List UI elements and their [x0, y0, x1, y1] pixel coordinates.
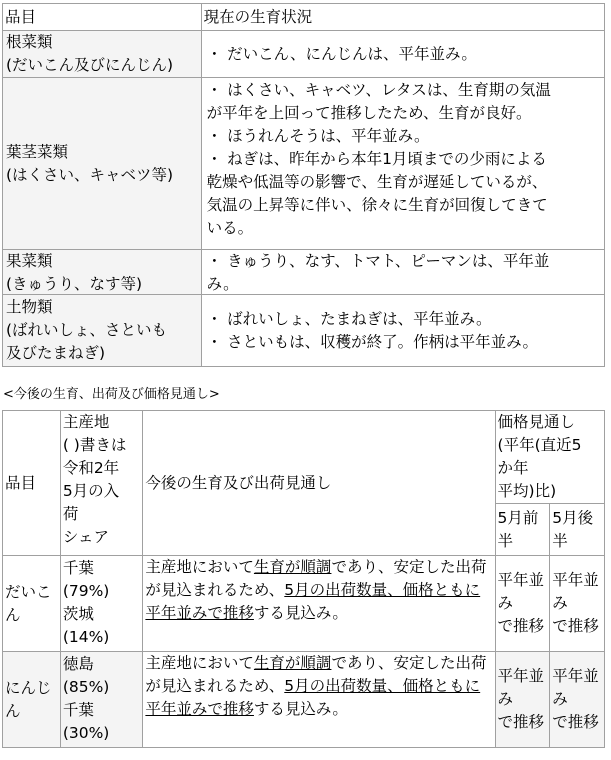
category-detail: (だいこん及びにんじん) — [6, 56, 174, 74]
category-cell — [3, 295, 202, 367]
category-name: 土物類 — [6, 298, 53, 316]
table-row — [3, 295, 605, 367]
status-line: 気温の上昇等に伴い、徐々に生育が回復してきて — [206, 195, 548, 214]
header-line: 主産地 — [62, 413, 110, 431]
price-line: み — [552, 690, 568, 708]
price-line: で推移 — [552, 617, 599, 635]
header-line: 価格見通し — [497, 413, 576, 431]
outlook-item-cell — [3, 652, 61, 748]
status-line: ・ さといもは、収穫が終了。作柄は平年並み。 — [206, 332, 538, 351]
status-line: ・ きゅうり、なす、トマト、ピーマンは、平年並 — [206, 252, 550, 270]
price-line: み — [497, 690, 514, 708]
category-detail: (はくさい、キャベツ等) — [6, 165, 174, 184]
price-line: 平年並 — [552, 571, 599, 589]
status-line: み。 — [206, 275, 239, 293]
outlook-text-underlined: 5月の出荷数量、価格ともに平年並みで推移 — [145, 581, 481, 622]
category-cell — [3, 250, 202, 295]
price-line: で推移 — [497, 617, 545, 635]
status-cell — [201, 295, 604, 367]
header-line: か年 — [497, 459, 529, 477]
price-line: み — [552, 594, 568, 612]
status-line: いる。 — [206, 218, 254, 237]
outlook-text-underlined: 生育が順調 — [253, 654, 332, 672]
status-header-item: 品目 — [3, 4, 202, 31]
outlook-text: であり、安定した出荷が見込まれるため、 — [145, 558, 487, 599]
category-detail: (ばれいしょ、さといも — [6, 321, 168, 339]
table-row — [3, 556, 605, 652]
outlook-text: する見込み。 — [253, 604, 348, 622]
area-line: 千葉 — [62, 558, 94, 577]
outlook-area-cell — [60, 556, 143, 652]
price-line: 平年並 — [552, 667, 599, 685]
area-line: (30%) — [62, 723, 110, 742]
status-line: ・ ばれいしょ、たまねぎは、平年並み。 — [206, 309, 492, 328]
status-line: 乾燥や低温等の影響で、生育が遅延しているが、 — [206, 172, 548, 191]
price-line: で推移 — [552, 713, 599, 731]
outlook-text: 主産地において — [145, 654, 254, 672]
outlook-text: する見込み。 — [253, 700, 348, 718]
outlook-area-cell — [60, 652, 143, 748]
status-line: ・ だいこん、にんじんは、平年並み。 — [206, 44, 477, 63]
header-line: 5月の入 — [62, 482, 120, 500]
price-line: 平年並 — [497, 571, 545, 589]
status-line: ・ ねぎは、昨年から本年1月頃までの少雨による — [206, 149, 547, 168]
category-cell — [3, 78, 202, 250]
outlook-header-item: 品目 — [3, 411, 61, 556]
area-line: 茨城 — [62, 604, 94, 623]
outlook-text-underlined: 生育が順調 — [253, 558, 332, 576]
header-line: 5月後 — [552, 508, 594, 527]
item-line: ん — [5, 605, 21, 624]
area-line: 千葉 — [62, 700, 94, 719]
outlook-header-row — [3, 411, 605, 504]
status-cell — [201, 31, 604, 78]
table-row — [3, 652, 605, 748]
outlook-header-area — [60, 411, 143, 556]
area-line: (85%) — [62, 677, 110, 696]
header-line: (平年(直近5 — [497, 436, 582, 454]
status-line: ・ ほうれんそうは、平年並み。 — [206, 126, 430, 145]
header-line: 荷 — [62, 505, 79, 523]
header-line: 半 — [497, 531, 514, 550]
item-line: だいこ — [5, 582, 52, 601]
price-may-late-cell — [550, 556, 605, 652]
outlook-header-outlook: 今後の生育及び出荷見通し — [143, 411, 495, 556]
category-detail: (きゅうり、なす等) — [6, 275, 143, 293]
outlook-text: であり、安定した出荷が見込まれるため、 — [145, 654, 487, 695]
header-line: シェア — [62, 528, 110, 546]
status-line: が平年を上回って推移したため、生育が良好。 — [206, 103, 532, 122]
category-name: 葉茎菜類 — [6, 142, 69, 161]
category-name: 根菜類 — [6, 33, 53, 51]
outlook-header-may-late — [550, 504, 605, 556]
price-may-late-cell — [550, 652, 605, 748]
status-table-header-row — [3, 4, 605, 31]
status-line: ・ はくさい、キャベツ、レタスは、生育期の気温 — [206, 80, 551, 99]
area-line: (79%) — [62, 581, 110, 600]
growth-status-table — [2, 3, 605, 367]
outlook-table — [2, 410, 605, 748]
category-detail: 及びたまねぎ) — [6, 344, 106, 362]
header-line: 平均)比) — [497, 482, 557, 500]
header-line: 半 — [552, 531, 568, 550]
outlook-text: 主産地において — [145, 558, 254, 576]
table-row — [3, 250, 605, 295]
outlook-header-may-early — [495, 504, 550, 556]
outlook-text-cell — [143, 556, 495, 652]
table-row — [3, 78, 605, 250]
category-name: 果菜類 — [6, 252, 53, 270]
outlook-text-cell — [143, 652, 495, 748]
price-may-early-cell — [495, 652, 550, 748]
outlook-text-underlined: 5月の出荷数量、価格ともに平年並みで推移 — [145, 677, 481, 718]
status-header-status: 現在の生育状況 — [201, 4, 604, 31]
category-cell — [3, 31, 202, 78]
header-line: 5月前 — [497, 508, 539, 527]
area-line: (14%) — [62, 627, 110, 646]
item-line: にんじ — [5, 678, 52, 697]
outlook-header-price — [495, 411, 604, 504]
header-line: 令和2年 — [62, 459, 120, 477]
header-line: ( )書きは — [62, 436, 127, 454]
price-may-early-cell — [495, 556, 550, 652]
outlook-section-heading: <今後の生育、出荷及び価格見通し> — [3, 387, 220, 402]
table-row — [3, 31, 605, 78]
item-line: ん — [5, 701, 21, 720]
price-line: で推移 — [497, 713, 545, 731]
area-line: 徳島 — [62, 654, 94, 673]
price-line: み — [497, 594, 514, 612]
price-line: 平年並 — [497, 667, 545, 685]
status-cell — [201, 78, 604, 250]
status-cell — [201, 250, 604, 295]
outlook-item-cell — [3, 556, 61, 652]
